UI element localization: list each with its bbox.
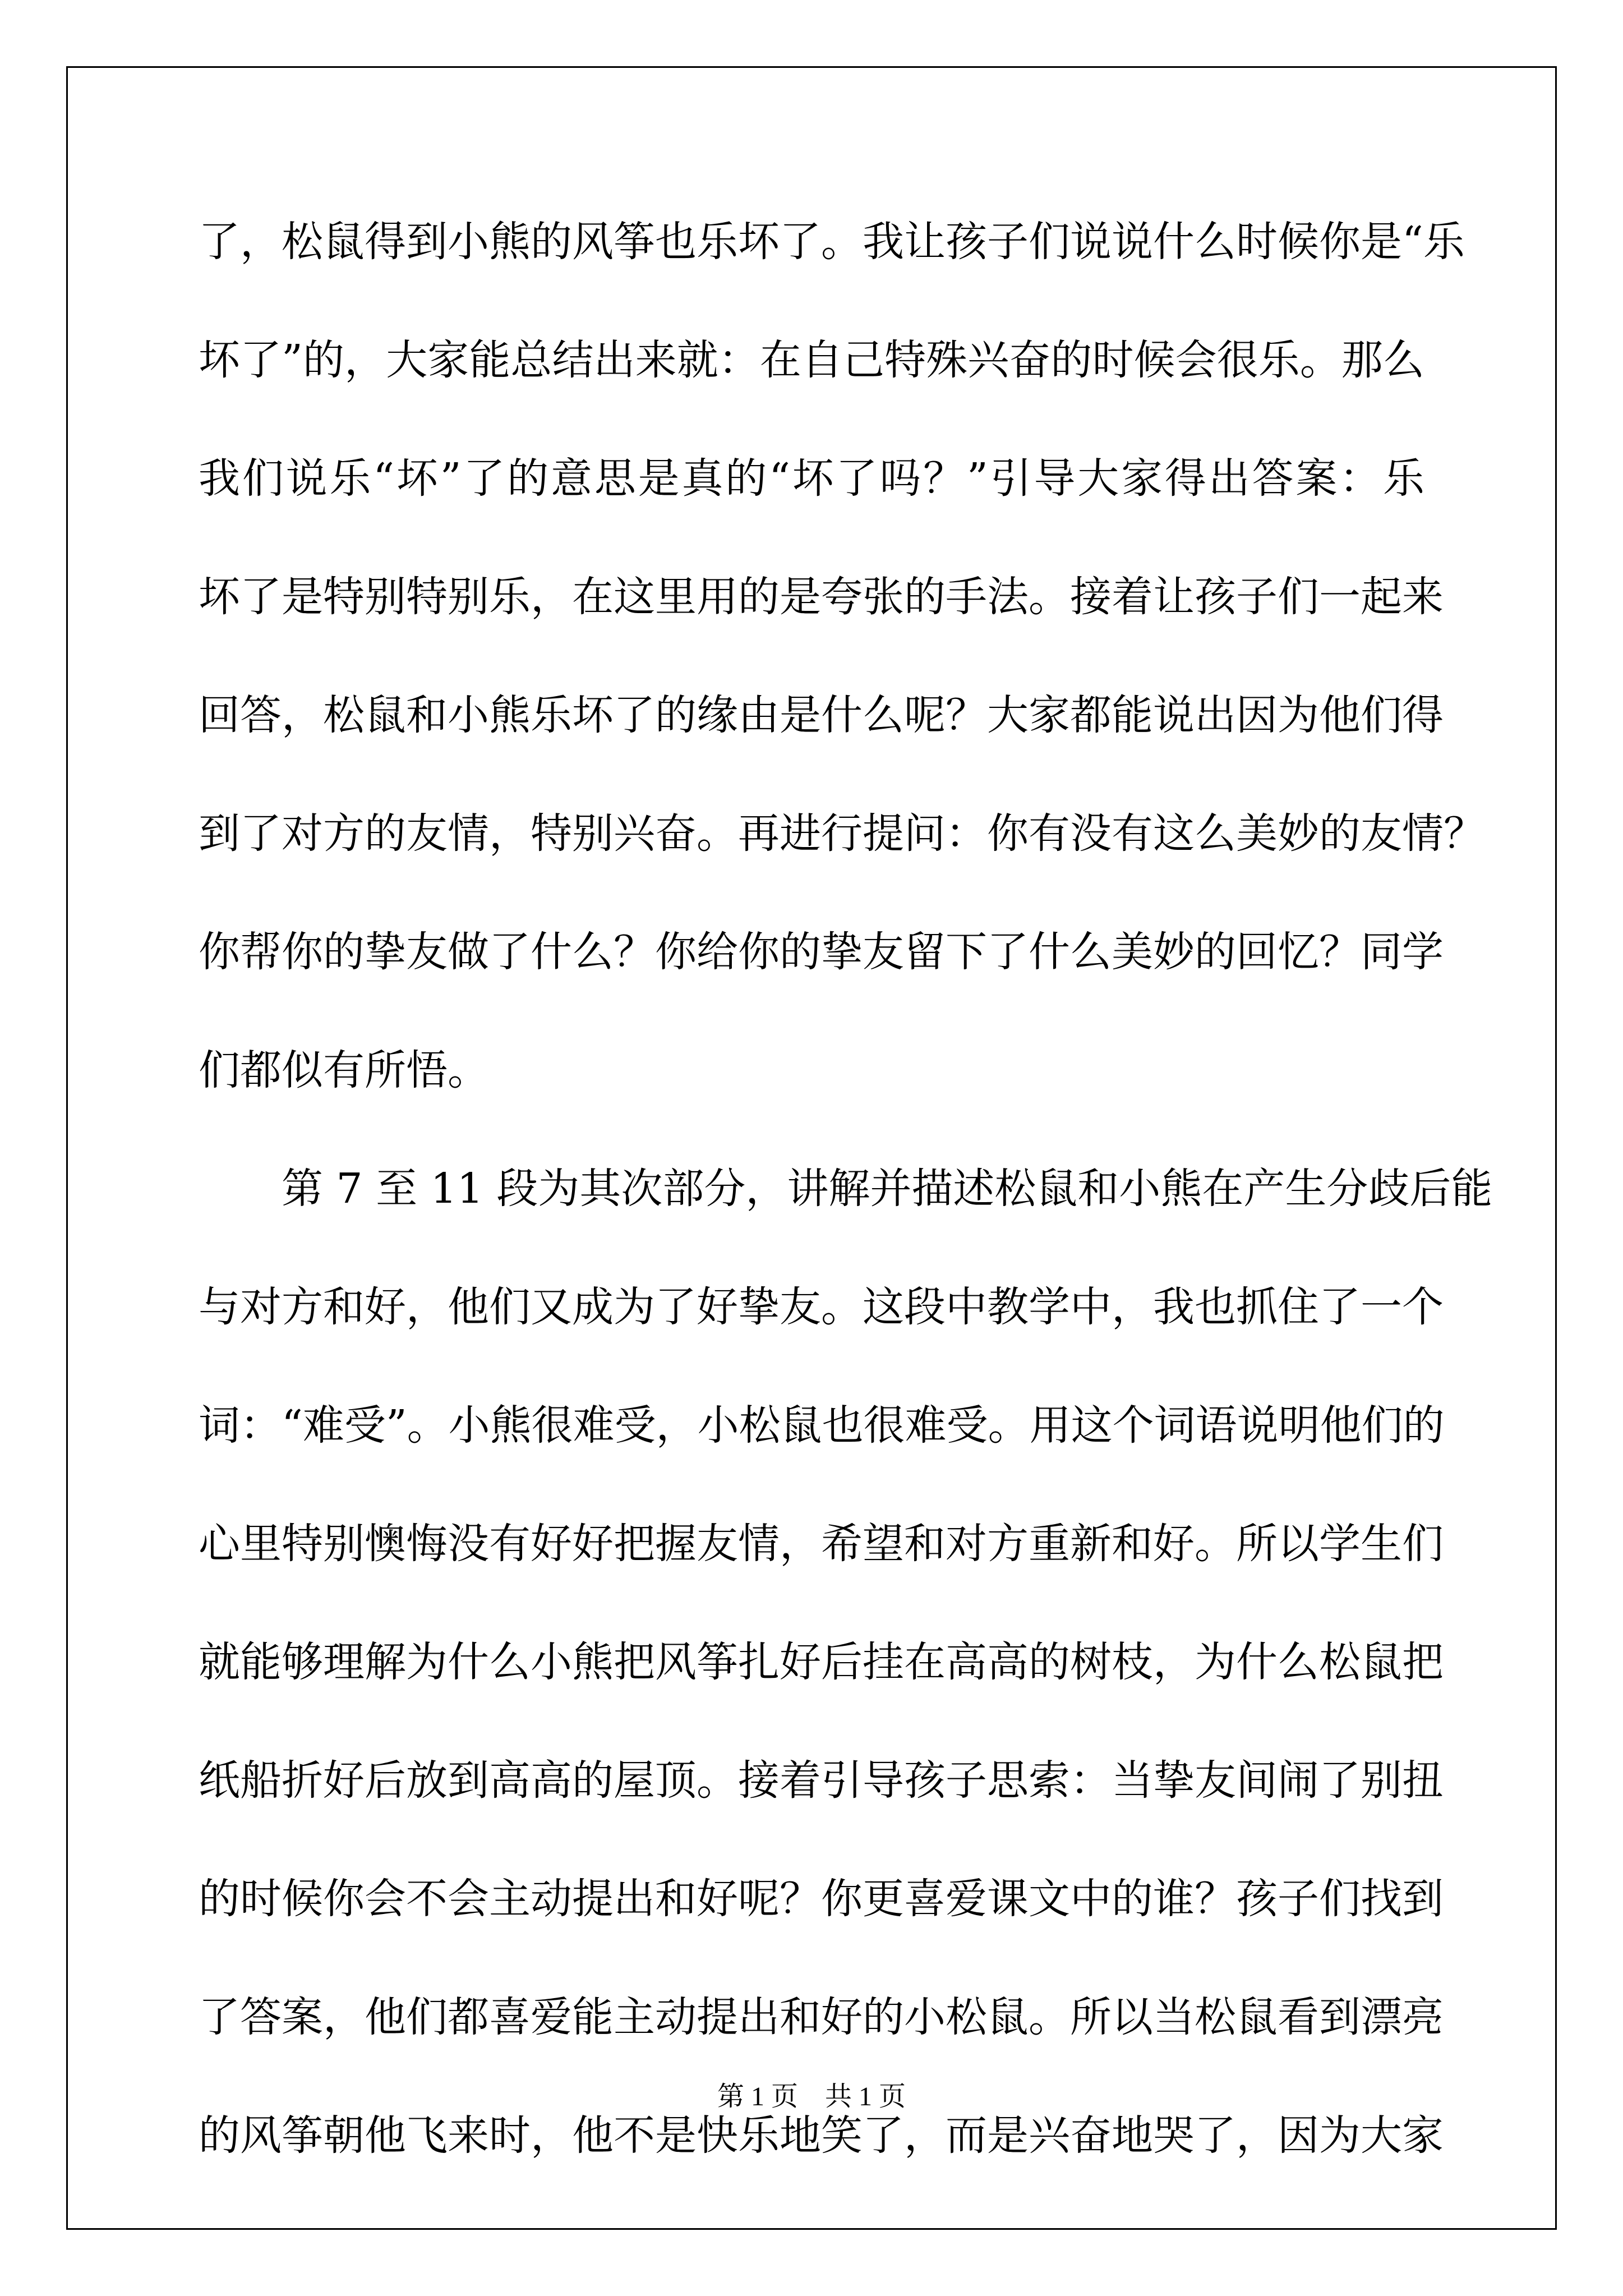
text-line: 与对方和好，他们又成为了好挚友。这段中教学中，我也抓住了一个 xyxy=(199,1283,1444,1331)
text-line: 我们说乐“坏”了的意思是真的“坏了吗？”引导大家得出答案：乐 xyxy=(199,454,1424,503)
text-line: 心里特别懊悔没有好好把握友情，希望和对方重新和好。所以学生们 xyxy=(199,1520,1444,1568)
paragraph-start-line: 第 7 至 11 段为其次部分，讲解并描述松鼠和小熊在产生分歧后能 xyxy=(282,1165,1493,1213)
page-footer: 第 1 页 共 1 页 xyxy=(717,2082,906,2111)
text-line: 了，松鼠得到小熊的风筝也乐坏了。我让孩子们说说什么时候你是“乐 xyxy=(199,218,1465,266)
text-line: 的时候你会不会主动提出和好呢？你更喜爱课文中的谁？孩子们找到 xyxy=(199,1875,1444,1923)
text-line: 回答，松鼠和小熊乐坏了的缘由是什么呢？大家都能说出因为他们得 xyxy=(199,691,1444,739)
text-line: 坏了是特别特别乐，在这里用的是夸张的手法。接着让孩子们一起来 xyxy=(199,573,1444,621)
text-line: 了答案，他们都喜爱能主动提出和好的小松鼠。所以当松鼠看到漂亮 xyxy=(199,1993,1444,2041)
text-line: 纸船折好后放到高高的屋顶。接着引导孩子思索：当挚友间闹了别扭 xyxy=(199,1756,1444,1805)
text-line: 词：“难受”。小熊很难受，小松鼠也很难受。用这个词语说明他们的 xyxy=(199,1401,1445,1450)
text-line: 的风筝朝他飞来时，他不是快乐地笑了，而是兴奋地哭了，因为大家 xyxy=(199,2111,1444,2160)
paragraph-end-line: 们都似有所悟。 xyxy=(199,1046,489,1094)
document-body xyxy=(199,215,1493,2228)
text-line: 你帮你的挚友做了什么？你给你的挚友留下了什么美妙的回忆？同学 xyxy=(199,928,1444,976)
text-line: 到了对方的友情，特别兴奋。再进行提问：你有没有这么美妙的友情？ xyxy=(199,809,1485,858)
text-line: 坏了”的，大家能总结出来就：在自己特殊兴奋的时候会很乐。那么 xyxy=(199,336,1424,384)
text-line: 就能够理解为什么小熊把风筝扎好后挂在高高的树枝，为什么松鼠把 xyxy=(199,1638,1444,1686)
